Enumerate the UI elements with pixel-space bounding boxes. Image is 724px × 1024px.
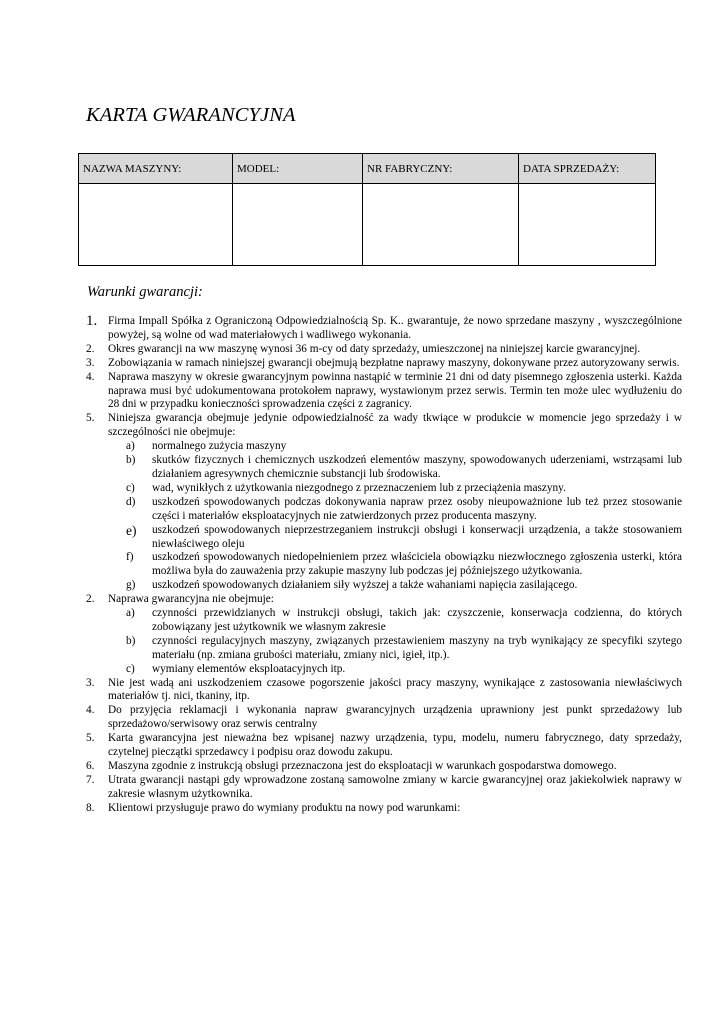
item-text: Karta gwarancyjna jest nieważna bez wpisanej nazwy urządzenia, typu, modelu, numeru fabrycznego, daty sprzedaży, czytelnej pieczątki sprzedawcy i podpisu oraz dowodu zakupu. bbox=[108, 732, 682, 759]
item-number: 5. bbox=[86, 732, 95, 745]
list-item bbox=[86, 593, 682, 607]
sub-list-item bbox=[126, 524, 682, 552]
sub-item-letter: d) bbox=[126, 495, 136, 508]
header-serial-number: NR FABRYCZNY: bbox=[363, 154, 519, 184]
sub-list-item bbox=[126, 579, 682, 593]
item-text: Zobowiązania w ramach niniejszej gwarancji obejmują bezpłatne naprawy maszyny, dokonywane przez autoryzowany serwis. bbox=[108, 356, 680, 369]
item-number: 5. bbox=[86, 412, 95, 425]
item-number: 2. bbox=[86, 342, 95, 355]
list-item bbox=[86, 371, 682, 413]
sub-list-item bbox=[126, 454, 682, 482]
sub-item-letter: a) bbox=[126, 607, 135, 620]
sub-item-text: wad, wynikłych z użytkowania niezgodnego z przeznaczeniem lub z przeciążenia maszyny. bbox=[152, 481, 566, 494]
sub-item-text: skutków fizycznych i chemicznych uszkodzeń elementów maszyny, spowodowanych uderzeniami, wstrząsami lub działaniem agresywnych chemicznie substancji lub środowiska. bbox=[152, 454, 682, 480]
sub-item-letter: c) bbox=[126, 662, 135, 675]
table-row bbox=[79, 184, 656, 266]
header-machine-name: NAZWA MASZYNY: bbox=[79, 154, 233, 184]
sub-item-letter: e) bbox=[126, 522, 137, 538]
item-number: 1. bbox=[86, 313, 98, 329]
item-text: Niniejsza gwarancja obejmuje jedynie odpowiedzialność za wady tkwiące w produkcie w momencie jego sprzedaży i w szczególności nie obejmuje: bbox=[108, 412, 682, 439]
sub-list-item bbox=[126, 663, 682, 677]
sub-item-text: uszkodzeń spowodowanych nieprzestrzeganiem instrukcji obsługi i konserwacji urządzenia, a także stosowaniem niewłaściwego oleju bbox=[152, 523, 682, 550]
conditions-list bbox=[86, 315, 682, 816]
sub-item-text: czynności regulacyjnych maszyny, związanych przestawieniem maszyny na tryb wynikający ze specyfiki szytego materiału (np. zmiana grubości materiału, zmiany nici, igieł, itp.). bbox=[152, 634, 682, 661]
list-item bbox=[86, 704, 682, 732]
list-item bbox=[86, 732, 682, 760]
cell-machine-name bbox=[79, 184, 233, 266]
item-number: 3. bbox=[86, 676, 95, 689]
sub-item-letter: g) bbox=[126, 579, 136, 592]
item-number: 8. bbox=[86, 801, 95, 814]
header-sale-date: DATA SPRZEDAŻY: bbox=[519, 154, 656, 184]
item-number: 6. bbox=[86, 760, 95, 772]
machine-info-table bbox=[78, 153, 656, 266]
sub-item-text: wymiany elementów eksploatacyjnych itp. bbox=[152, 662, 346, 675]
sub-item-letter: b) bbox=[126, 634, 136, 647]
list-item bbox=[86, 774, 682, 802]
list-item bbox=[86, 760, 682, 774]
item-number: 7. bbox=[86, 773, 95, 786]
sub-item-letter: b) bbox=[126, 454, 136, 467]
sub-list-item bbox=[126, 635, 682, 663]
sub-item-text: uszkodzeń spowodowanych podczas dokonywania napraw przez osoby nieupoważnione lub też przez stosowanie części i materiałów eksploatacyjnych nie zatwierdzonych przez producenta maszyny. bbox=[152, 495, 682, 522]
sub-item-letter: a) bbox=[126, 440, 135, 453]
item-number: 4. bbox=[86, 704, 95, 717]
sub-list-item bbox=[126, 440, 682, 454]
item-text: Nie jest wadą ani uszkodzeniem czasowe pogorszenie jakości pracy maszyny, wynikające z zastosowania niewłaściwych materiałów tj. nici, tkaniny, itp. bbox=[108, 676, 682, 703]
header-model: MODEL: bbox=[233, 154, 363, 184]
sub-list-item bbox=[126, 551, 682, 579]
item-text: Maszyna zgodnie z instrukcją obsługi przeznaczona jest do eksploatacji w warunkach gospodarstwa domowego. bbox=[108, 760, 617, 772]
item-number: 2. bbox=[86, 593, 95, 606]
sub-item-text: normalnego zużycia maszyny bbox=[152, 440, 287, 453]
table-header-row bbox=[79, 154, 656, 184]
sub-item-text: czynności przewidzianych w instrukcji obsługi, takich jak: czyszczenie, konserwacja codzienna, do których zobowiązany jest użytkownik we własnym zakresie bbox=[152, 607, 682, 633]
item-number: 3. bbox=[86, 356, 95, 369]
sub-item-letter: c) bbox=[126, 481, 135, 494]
item-text: Firma Impall Spółka z Ograniczoną Odpowiedzialnością Sp. K.. gwarantuje, że nowo sprzedane maszyny , wyszczególnione powyżej, są wolne od wad materiałowych i wadliwego wykonania. bbox=[108, 315, 682, 341]
sub-list-item bbox=[126, 482, 682, 496]
list-item bbox=[86, 802, 682, 816]
sub-item-text: uszkodzeń spowodowanych niedopełnieniem przez właściciela obowiązku niezwłocznego zgłoszenia usterki, która możliwa była do zauważenia przy zakupie maszyny lub podczas jej późniejszego użytkowania. bbox=[152, 551, 682, 578]
item-text: Naprawa gwarancyjna nie obejmuje: bbox=[108, 593, 274, 606]
sub-item-text: uszkodzeń spowodowanych działaniem siły wyższej a także wahaniami napięcia zasilającego. bbox=[152, 579, 578, 592]
cell-sale-date bbox=[519, 184, 656, 266]
list-item bbox=[86, 315, 682, 343]
sub-item-letter: f) bbox=[126, 551, 134, 564]
item-text: Okres gwarancji na ww maszynę wynosi 36 m-cy od daty sprzedaży, umieszczonej na niniejszej karcie gwarancyjnej. bbox=[108, 342, 641, 355]
list-item bbox=[86, 357, 682, 371]
list-item bbox=[86, 677, 682, 705]
cell-serial-number bbox=[363, 184, 519, 266]
item-text: Naprawa maszyny w okresie gwarancyjnym powinna nastąpić w terminie 21 dni od daty pisemnego zgłoszenia usterki. Każda naprawa musi być udokumentowana protokołem naprawy, wystawionym przez serwis. Termin ten może ulec wydłużeniu do 28 dni w przypadku konieczności sprowadzenia części z zagranicy. bbox=[108, 370, 682, 411]
sub-list-item bbox=[126, 607, 682, 635]
conditions-heading: Warunki gwarancji: bbox=[87, 284, 203, 300]
page-title: KARTA GWARANCYJNA bbox=[86, 104, 296, 126]
cell-model bbox=[233, 184, 363, 266]
list-item bbox=[86, 343, 682, 357]
list-item bbox=[86, 412, 682, 440]
item-text: Klientowi przysługuje prawo do wymiany produktu na nowy pod warunkami: bbox=[108, 801, 461, 814]
item-text: Do przyjęcia reklamacji i wykonania napraw gwarancyjnych urządzenia uprawniony jest punkt sprzedażowy lub sprzedażowo/serwisowy oraz serwis centralny bbox=[108, 704, 682, 731]
item-number: 4. bbox=[86, 370, 95, 383]
item-text: Utrata gwarancji nastąpi gdy wprowadzone zostaną samowolne zmiany w karcie gwarancyjnej oraz jakiekolwiek naprawy w zakresie własnym użytkownika. bbox=[108, 773, 682, 800]
sub-list-item bbox=[126, 496, 682, 524]
